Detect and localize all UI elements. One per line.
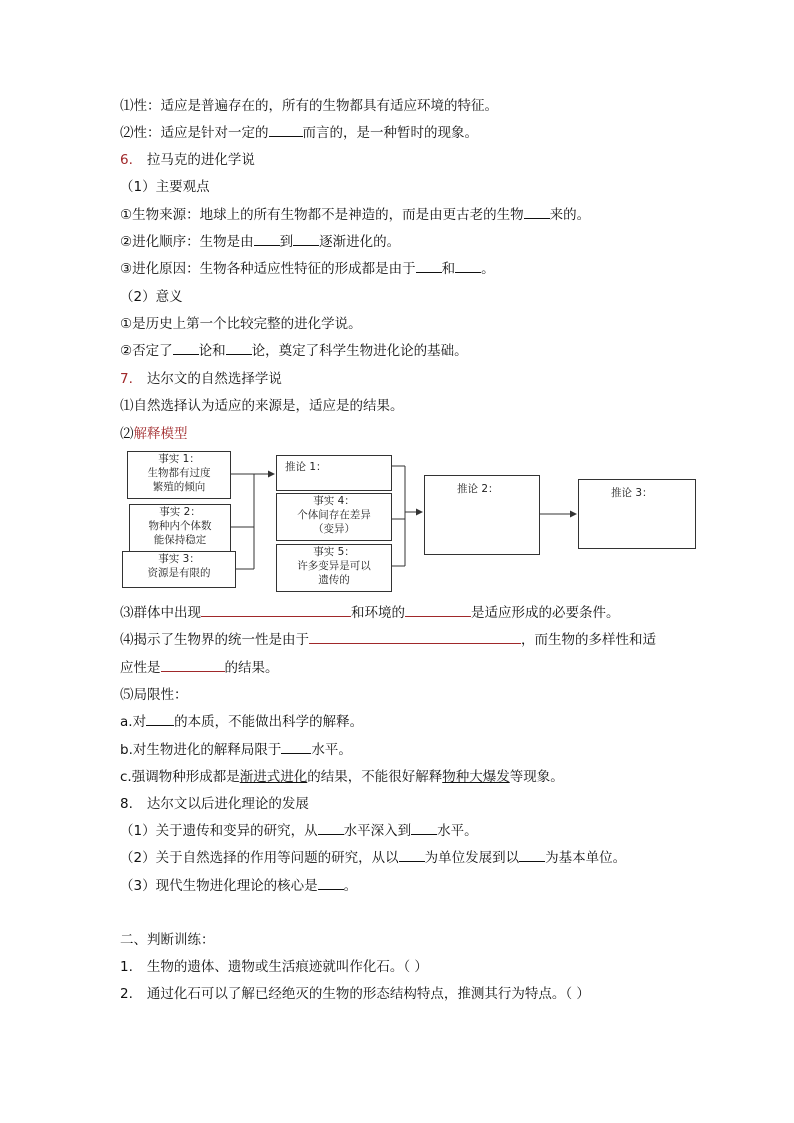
line-order: ②进化顺序：生物是由 到 逐渐进化的。 (120, 234, 401, 250)
blank[interactable] (309, 631, 521, 644)
question-2: 2. 通过化石可以了解已经绝灭的生物的形态结构特点，推测其行为特点。（ ） (120, 986, 590, 1002)
fact-2-box: 事实 2： 物种内个体数 能保持稳定 (129, 504, 231, 552)
heading-post-darwin: 8. 达尔文以后进化理论的发展 (120, 796, 309, 812)
fact-4-box: 事实 4： 个体间存在差异 （变异） (276, 493, 392, 541)
line-unity: ⑷揭示了生物界的统一性是由于 ，而生物的多样性和适 (120, 632, 656, 648)
inference-3-box: 推论 3： (578, 479, 696, 549)
line-selection-unit: （2）关于自然选择的作用等问题的研究，从以 为单位发展到以 为基本单位。 (120, 850, 627, 866)
heading-judgment: 二、判断训练： (120, 932, 215, 948)
blank[interactable] (146, 713, 174, 726)
line-core: （3）现代生物进化理论的核心是 。 (120, 878, 358, 894)
question-1: 1. 生物的遗体、遗物或生活痕迹就叫作化石。（ ） (120, 959, 428, 975)
fact-1-box: 事实 1： 生物都有过度 繁殖的倾向 (127, 451, 231, 499)
line-significance: （2）意义 (120, 289, 183, 305)
blank[interactable] (318, 822, 344, 835)
blank[interactable] (411, 822, 437, 835)
inference-1-box: 推论 1： (276, 455, 392, 491)
blank[interactable] (318, 877, 344, 890)
line-natural-selection: ⑴自然选择认为适应的来源是，适应是的结果。 (120, 398, 404, 414)
line-main-points: （1）主要观点 (120, 179, 210, 195)
line-limitations: ⑸局限性： (120, 687, 188, 703)
line-model-title: ⑵解释模型 (120, 426, 188, 442)
line-diversity: 应性是 的结果。 (120, 660, 279, 676)
blank[interactable] (519, 849, 545, 862)
fact-5-box: 事实 5： 许多变异是可以 遗传的 (276, 544, 392, 592)
line-origin: ①生物来源：地球上的所有生物都不是神造的，而是由更古老的生物 来的。 (120, 207, 591, 223)
blank[interactable] (399, 849, 425, 862)
blank[interactable] (281, 741, 311, 754)
line-first-theory: ①是历史上第一个比较完整的进化学说。 (120, 316, 362, 332)
line-conditions: ⑶群体中出现 和环境的 是适应形成的必要条件。 (120, 605, 620, 621)
fact-3-box: 事实 3： 资源是有限的 (122, 551, 236, 588)
blank[interactable] (201, 604, 351, 617)
line-limit-a: a.对 的本质，不能做出科学的解释。 (120, 714, 364, 730)
heading-darwin: 7. 达尔文的自然选择学说 (120, 371, 282, 387)
line-limit-b: b.对生物进化的解释局限于 水平。 (120, 742, 352, 758)
line-negation: ②否定了 论和 论，奠定了科学生物进化论的基础。 (120, 343, 468, 359)
inference-2-box: 推论 2： (424, 475, 540, 555)
line-relativity: ⑵性：适应是针对一定的 而言的，是一种暂时的现象。 (120, 125, 478, 141)
blank[interactable] (161, 659, 225, 672)
heading-lamarck: 6. 拉马克的进化学说 (120, 152, 255, 168)
blank[interactable] (405, 604, 471, 617)
line-limit-c: c.强调物种形成都是渐进式进化的结果，不能很好解释物种大爆发等现象。 (120, 769, 564, 785)
line-universality: ⑴性：适应是普遍存在的，所有的生物都具有适应环境的特征。 (120, 98, 498, 114)
line-genetics: （1）关于遗传和变异的研究，从 水平深入到 水平。 (120, 823, 478, 839)
line-cause: ③进化原因：生物各种适应性特征的形成都是由于 和 。 (120, 261, 495, 277)
